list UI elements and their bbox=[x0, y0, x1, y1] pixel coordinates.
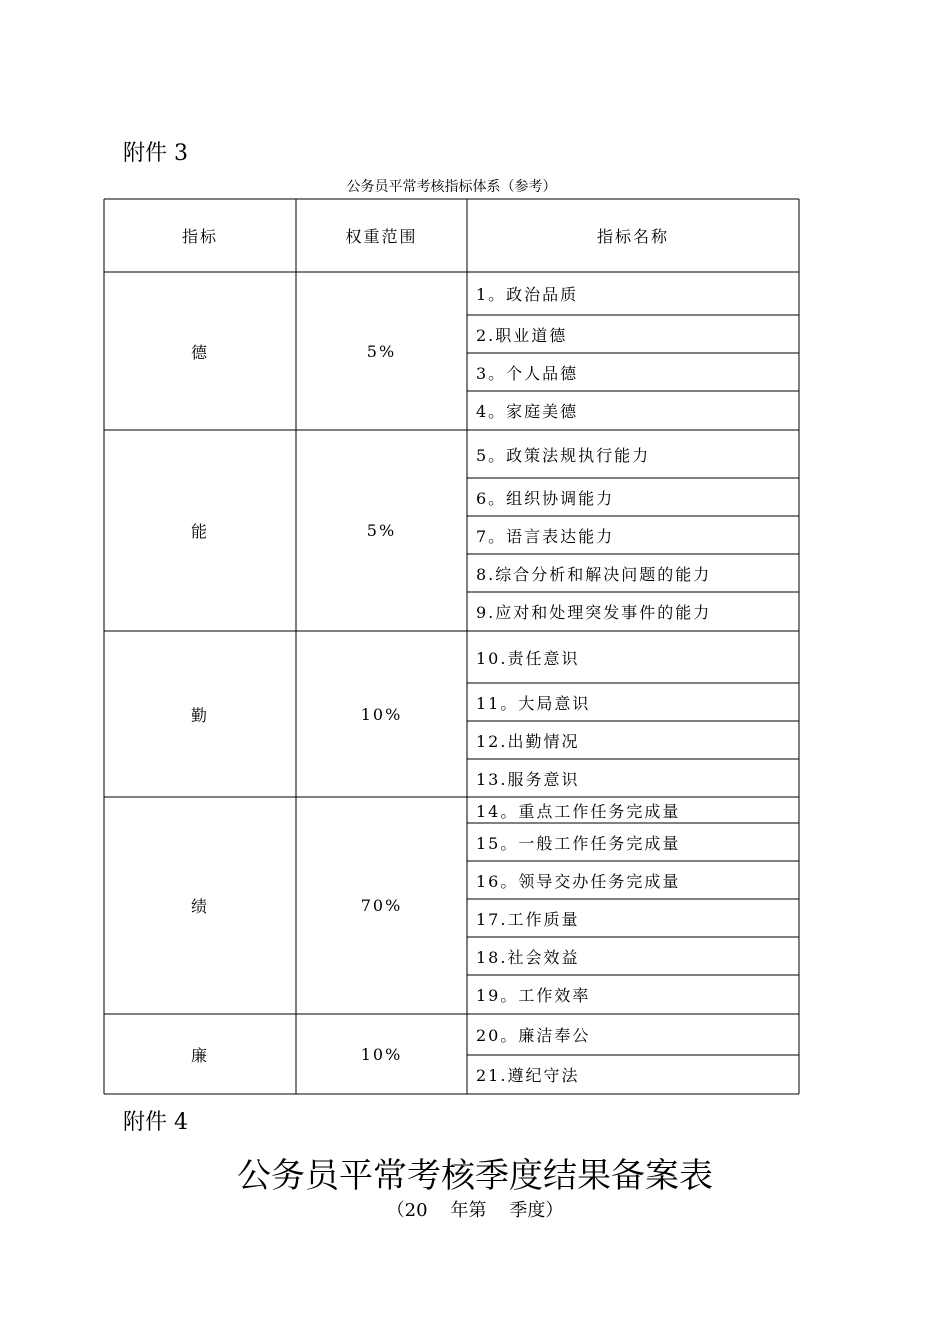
form-subtitle: （20 年第 季度） bbox=[386, 1200, 564, 1221]
item-1: 1。政治品质 bbox=[476, 285, 579, 304]
item-3: 3。个人品德 bbox=[476, 363, 579, 383]
item-20: 20。廉洁奉公 bbox=[476, 1026, 591, 1045]
attachment-4-label: 附件 4 bbox=[123, 1110, 188, 1135]
indicator-qin: 勤 bbox=[190, 705, 209, 725]
item-12: 12.出勤情况 bbox=[476, 731, 580, 751]
item-4: 4。家庭美德 bbox=[476, 402, 579, 421]
item-2: 2.职业道德 bbox=[476, 325, 568, 345]
item-9: 9.应对和处理突发事件的能力 bbox=[476, 603, 712, 622]
indicator-ji: 绩 bbox=[190, 897, 209, 916]
item-6: 6。组织协调能力 bbox=[476, 488, 615, 508]
item-11: 11。大局意识 bbox=[476, 693, 591, 713]
item-19: 19。工作效率 bbox=[476, 986, 591, 1005]
item-5: 5。政策法规执行能力 bbox=[476, 445, 651, 465]
item-10: 10.责任意识 bbox=[476, 648, 580, 668]
indicator-lian: 廉 bbox=[190, 1045, 209, 1065]
weight-neng: 5% bbox=[366, 521, 397, 540]
item-17: 17.工作质量 bbox=[476, 909, 580, 929]
indicator-neng: 能 bbox=[190, 522, 209, 541]
attachment-3-label: 附件 3 bbox=[123, 141, 188, 166]
item-7: 7。语言表达能力 bbox=[476, 526, 615, 546]
weight-qin: 10% bbox=[360, 704, 403, 724]
weight-lian: 10% bbox=[360, 1044, 403, 1064]
item-16: 16。领导交办任务完成量 bbox=[476, 871, 681, 891]
item-13: 13.服务意识 bbox=[476, 769, 580, 789]
indicator-de: 德 bbox=[190, 342, 209, 362]
item-21: 21.遵纪守法 bbox=[476, 1066, 580, 1085]
table-title: 公务员平常考核指标体系（参考） bbox=[346, 179, 557, 195]
header-weight: 权重范围 bbox=[345, 227, 418, 246]
weight-de: 5% bbox=[366, 341, 397, 361]
item-8: 8.综合分析和解决问题的能力 bbox=[476, 564, 712, 584]
header-indicator: 指标 bbox=[181, 227, 218, 246]
header-name: 指标名称 bbox=[596, 227, 669, 246]
item-14: 14。重点工作任务完成量 bbox=[476, 801, 681, 821]
item-15: 15。一般工作任务完成量 bbox=[476, 833, 681, 853]
weight-ji: 70% bbox=[360, 896, 403, 915]
form-title: 公务员平常考核季度结果备案表 bbox=[237, 1156, 713, 1196]
item-18: 18.社会效益 bbox=[476, 947, 580, 967]
